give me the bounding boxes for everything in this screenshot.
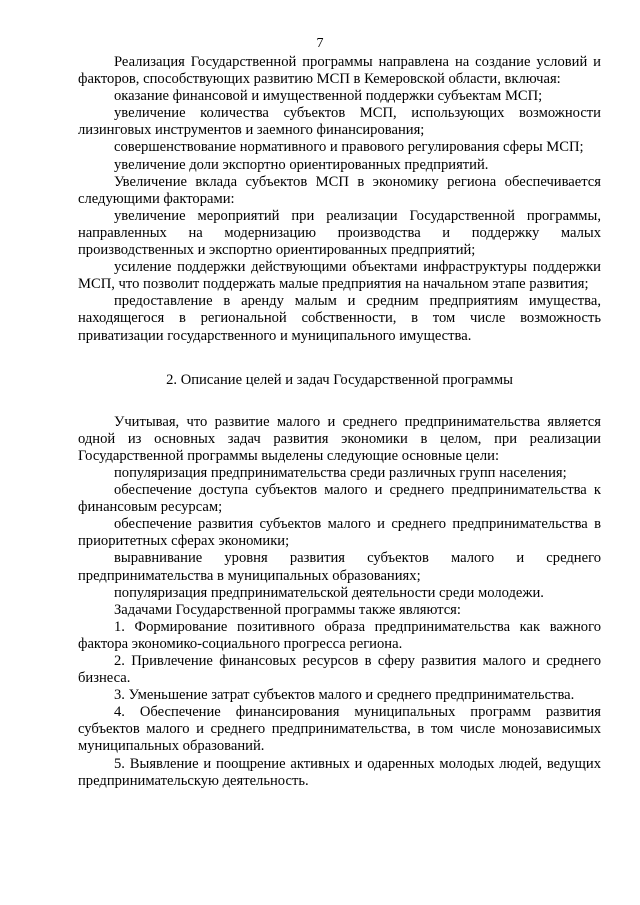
document-body [78, 54, 601, 790]
paragraph: выравнивание уровня развития субъектов малого и среднего предпринимательства в муниципальных образованиях; [78, 550, 601, 584]
paragraph: увеличение количества субъектов МСП, использующих возможности лизинговых инструментов и заемного финансирования; [78, 105, 601, 139]
paragraph: увеличение доли экспортно ориентированных предприятий. [114, 156, 489, 173]
paragraph: Реализация Государственной программы направлена на создание условий и факторов, способствующих развитию МСП в Кемеровской области, включая: [78, 54, 601, 88]
paragraph: совершенствование нормативного и правового регулирования сферы МСП; [114, 139, 584, 156]
paragraph: Задачами Государственной программы также являются: [114, 601, 461, 618]
paragraph: предоставление в аренду малым и средним предприятиям имущества, находящегося в региональной собственности, в том числе возможность приватизации государственного и муниципального имущества. [78, 293, 601, 344]
paragraph: обеспечение доступа субъектов малого и среднего предпринимательства к финансовым ресурсам; [78, 482, 601, 516]
paragraph: обеспечение развития субъектов малого и среднего предпринимательства в приоритетных сферах экономики; [78, 516, 601, 550]
paragraph: популяризация предпринимательской деятельности среди молодежи. [114, 584, 544, 601]
paragraph: усиление поддержки действующими объектами инфраструктуры поддержки МСП, что позволит поддержать малые предприятия на начальном этапе развития; [78, 259, 601, 293]
paragraph: увеличение мероприятий при реализации Государственной программы, направленных на модернизацию производства и поддержку малых производственных и экспортно ориентированных предприятий; [78, 207, 601, 259]
paragraph: 5. Выявление и поощрение активных и одаренных молодых людей, ведущих предпринимательскую деятельность. [78, 755, 601, 789]
paragraph: популяризация предпринимательства среди различных групп населения; [114, 464, 567, 481]
paragraph: 1. Формирование позитивного образа предпринимательства как важного фактора экономико-социального прогресса региона. [78, 618, 601, 652]
paragraph: 3. Уменьшение затрат субъектов малого и среднего предпринимательства. [114, 687, 575, 704]
paragraph: 2. Привлечение финансовых ресурсов в сферу развития малого и среднего бизнеса. [78, 653, 601, 687]
paragraph: Учитывая, что развитие малого и среднего предпринимательства является одной из основных задач развития экономики в целом, при реализации Государственной программы выделены следующие основные цели: [78, 413, 601, 464]
paragraph: оказание финансовой и имущественной поддержки субъектам МСП; [114, 88, 543, 105]
paragraph: 4. Обеспечение финансирования муниципальных программ развития субъектов малого и среднего предпринимательства, в том числе монозависимых муниципальных образований. [78, 704, 601, 755]
page-number: 7 [316, 36, 324, 51]
paragraph: Увеличение вклада субъектов МСП в экономику региона обеспечивается следующими факторами: [78, 173, 601, 207]
section-heading: 2. Описание целей и задач Государственной программы [166, 371, 513, 388]
